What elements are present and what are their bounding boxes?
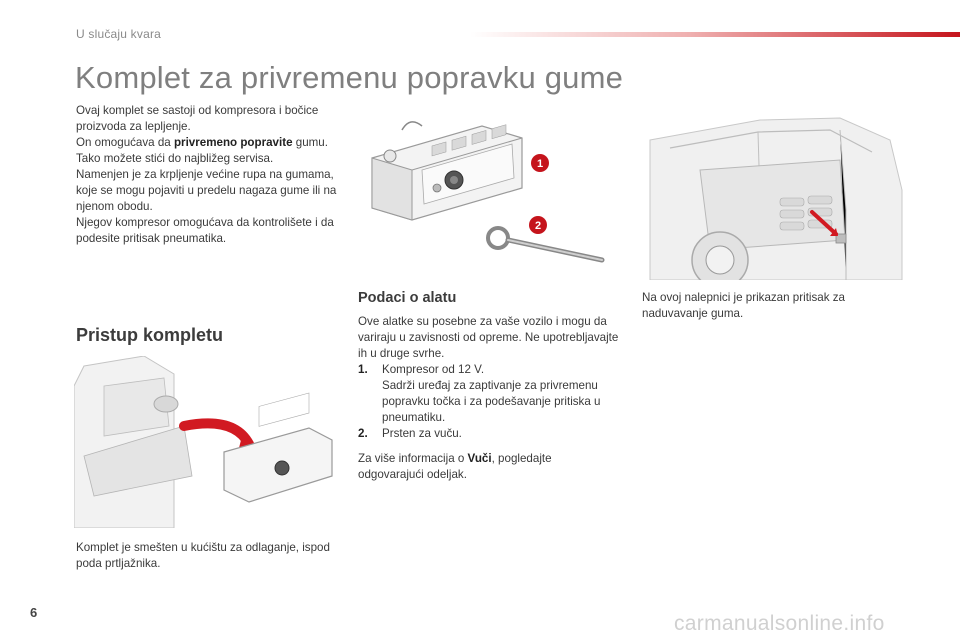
car-door-sticker-illustration — [640, 100, 912, 280]
intro-text — [76, 103, 344, 247]
list-item-content — [382, 426, 630, 442]
intro-line-5: Njegov kompresor omogućava da kontrolišete i da podesite pritisak pneumatika. — [76, 216, 334, 245]
list-item-title: Prsten za vuču. — [382, 427, 462, 440]
intro-line-2 — [76, 135, 344, 151]
list-item-title: Kompresor od 12 V. — [382, 363, 485, 376]
tool-list — [358, 362, 630, 442]
red-arrow-icon — [184, 423, 249, 444]
intro-emphasis: privremeno popravite — [173, 136, 293, 149]
header-accent-bar — [470, 32, 960, 37]
more-info-reference: Vuči — [467, 452, 492, 465]
intro-line-3: Tako možete stići do najbližeg servisa. — [76, 152, 274, 165]
watermark: carmanualsonline.info — [674, 612, 885, 635]
intro-line-1: Ovaj komplet se sastoji od kompresora i bočice proizvoda za lepljenje. — [76, 104, 319, 133]
section-heading-access: Pristup kompletu — [76, 325, 224, 345]
section-heading-tool-info: Podaci o alatu — [358, 290, 457, 306]
callout-one — [531, 154, 549, 172]
list-item-number: 2. — [358, 427, 368, 440]
list-item — [358, 362, 630, 426]
more-info-text — [358, 451, 608, 483]
section-label: U slučaju kvara — [76, 27, 162, 41]
intro-line-2a: On omogućava da — [76, 136, 174, 149]
callout-two — [529, 216, 547, 234]
repair-kit-illustration — [362, 108, 612, 278]
intro-line-2c: gumu. — [292, 136, 328, 149]
trunk-kit-location-illustration — [74, 356, 340, 528]
intro-line-4: Namenjen je za krpljenje većine rupa na gumama, koje se mogu pojaviti u predelu nagaza gume ili na njenom obodu. — [76, 168, 337, 213]
kit-location-caption: Komplet je smešten u kućištu za odlaganje, ispod poda prtljažnika. — [76, 541, 330, 570]
page-number: 6 — [30, 605, 38, 620]
more-info-suffix: , pogledajte odgovarajući odeljak. — [358, 452, 552, 481]
callout-one-number: 1 — [536, 158, 544, 170]
page-title: Komplet za privremenu popravku gume — [75, 60, 624, 95]
compressor-drawing — [372, 122, 522, 220]
more-info-prefix: Za više informacija o — [358, 452, 468, 465]
tool-intro-text: Ove alatke su posebne za vaše vozilo i mogu da variraju u zavisnosti od opreme. Ne upotrebljavajte ih u druge svrhe. — [358, 315, 619, 360]
list-item-content — [382, 362, 630, 426]
sticker-caption: Na ovoj nalepnici je prikazan pritisak za naduvavanje guma. — [642, 291, 845, 320]
callout-two-number: 2 — [534, 220, 542, 232]
list-item — [358, 426, 630, 442]
list-item-detail: Sadrži uređaj za zaptivanje za privremenu popravku točka i za podešavanje pritiska u pneumatiku. — [382, 379, 601, 424]
list-item-number: 1. — [358, 363, 368, 376]
towing-eye-drawing — [488, 228, 602, 260]
